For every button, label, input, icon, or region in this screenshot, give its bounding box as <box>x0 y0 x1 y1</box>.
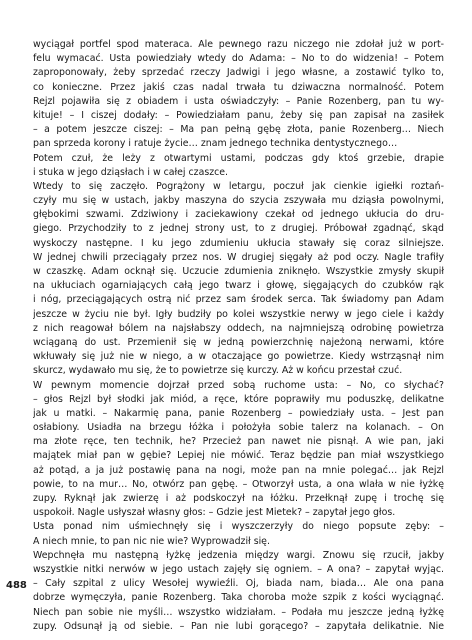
text-line: i nóg, przeciągających ostrą nić przez sam środek serca. Tak świadomy pan Adam <box>33 294 444 306</box>
text-line: – Cały szpital z ulicy Wesołej wywieźli. Oj, biada nam, biada… Ale ona pana <box>33 578 444 590</box>
text-line: majątek miał pan w gębie? Lepiej nie mówić. Teraz będzie pan miał wszystkiego <box>33 450 444 462</box>
text-line: i stuka w jego dziąsłach i w całej czaszce. <box>33 166 229 178</box>
page-number: 488 <box>6 580 27 591</box>
text-line: W jednej chwili przeciągały przez nos. W drugiej sięgały aż pod oczy. Nagle trafiły <box>33 251 444 263</box>
text-line: – a potem jeszcze ciszej: – Ma pan pełną gębę złota, panie Rozenberg… Niech <box>33 124 444 136</box>
text-line: felu wymacać. Usta powiedziały wtedy do Adama: – No to do widzenia! – Potem <box>33 53 444 65</box>
text-line: ma złote ręce, ten technik, he? Przecież pan nawet nie pisnął. A wie pan, jaki <box>33 436 444 448</box>
text-line: W pewnym momencie dojrzał przed sobą ruchome usta: – No, co słychać? <box>33 379 444 391</box>
text-line: pan sprzeda korony i ratuje życie… znam jednego technika dentystycznego… <box>33 138 398 150</box>
text-line: Usta ponad nim uśmiechnęły się i wyszczerzyły do niego popsute zęby: – <box>33 521 444 533</box>
text-line: zaproponowały, żeby sprzedać rzeczy Jadwigi i jego własne, a zostawić tylko to, <box>33 67 444 79</box>
text-line: osłabiony. Usiadła na brzegu łóżka i położyła sobie talerz na kolanach. – On <box>33 422 444 434</box>
text-line: Wtedy to się zaczęło. Pogrążony w letargu, poczuł jak cienkie igiełki roztań- <box>33 180 444 192</box>
text-line: A niech mnie, to pan nic nie wie? Wyprowadził się. <box>33 535 270 547</box>
text-line: wszystkie nitki nerwów w jego ustach zajęły się ogniem. – A ona? – zapytał wyjąc. <box>33 563 444 575</box>
text-line: skurcz, wydawało mu się, że to powietrze się kurczy. Aż w końcu przestał czuć. <box>33 365 403 377</box>
text-line: wyskoczy następne. I ku jego zdumieniu ukłucia stawały się coraz silniejsze. <box>33 237 444 249</box>
text-line: jeszcze w życiu nie był. Igły budziły po kolei wszystkie nerwy w jego ciele i każdy <box>33 308 444 320</box>
text-line: w czaszkę. Adam ocknął się. Uczucie zdumienia zniknęło. Wszystkie zmysły skupił <box>33 266 444 277</box>
text-line: co konieczne. Przez jakiś czas nadal trwała tu dziwaczna normalność. Potem <box>33 81 444 93</box>
text-line: aż potąd, a ja już postawię pana na nogi, może pan na mnie polegać… jak Rejzl <box>33 464 444 476</box>
text-line: zupy. Odsunął ją od siebie. – Pan nie lubi gorącego? – zapytała delikatnie. Nie <box>33 620 444 632</box>
text-line: zupy. Ryknął jak zwierzę i aż podskoczył na łóżku. Przełknął zupę i trochę się <box>33 493 444 504</box>
text-line: dobrze wymęczyła, panie Rozenberg. Taka choroba może szpik z kości wyciągnąć. <box>33 592 444 604</box>
text-line: uspokoił. Nagle usłyszał własny głos: – Gdzie jest Mietek? – zapytał jego głos. <box>33 507 396 519</box>
text-line: wkłuwały się już nie w niego, a w otaczające go powietrze. Kiedy wstrząsnął nim <box>33 351 444 363</box>
text-line: Rejzl pojawiła się z obiadem i usta oświadczyły: – Panie Rozenberg, pan tu wy- <box>33 95 444 107</box>
text-line: z nich reagował bólem na najsłabszy oddech, na najmniejszą odrobinę powietrza <box>33 322 444 334</box>
body-text <box>33 38 444 634</box>
text-line: na ukłuciach ogarniających całą jego twarz i głowę, sięgających do czubków rąk <box>33 280 444 292</box>
text-line: Wepchnęła mu następną łyżkę jedzenia między wargi. Znowu się rzucił, jakby <box>33 549 444 561</box>
text-line: – głos Rejzl był słodki jak miód, a ręce, które poprawiły mu poduszkę, delikatne <box>33 393 444 405</box>
text-line: wyciągał portfel spod materaca. Ale pewnego razu niczego nie zdołał już w port- <box>33 39 444 50</box>
text-line: głębokimi szwami. Zdziwiony i zaciekawiony czekał od jednego ukłucia do dru- <box>33 209 444 221</box>
text-line: wciąganą do ust. Przemienił się w jedną powierzchnię najeżoną nerwami, które <box>33 336 444 348</box>
text-line: powie, to na mur… No, otwórz pan gębę. – Otworzył usta, a ona wlała w nie łyżkę <box>33 478 444 490</box>
text-line: Potem czuł, że leży z otwartymi ustami, podczas gdy ktoś grzebie, drapie <box>33 152 444 164</box>
text-line: giego. Przychodziły to z jednej strony ust, to z drugiej. Próbował zgadnąć, skąd <box>33 223 444 235</box>
text-line: czyły mu się w ustach, jakby maszyna do szycia zszywała mu dziąsła powolnymi, <box>33 195 444 207</box>
text-line: jak u matki. – Nakarmię pana, panie Rozenberg – powiedziały usta. – Jest pan <box>33 407 444 419</box>
text-line: Niech pan sobie nie myśli… wszystko widziałam. – Podała mu jeszcze jedną łyżkę <box>33 606 444 618</box>
text-line: kituje! – I ciszej dodały: – Powiedziałam panu, żeby się pan zapisał na zasiłek <box>33 109 444 121</box>
